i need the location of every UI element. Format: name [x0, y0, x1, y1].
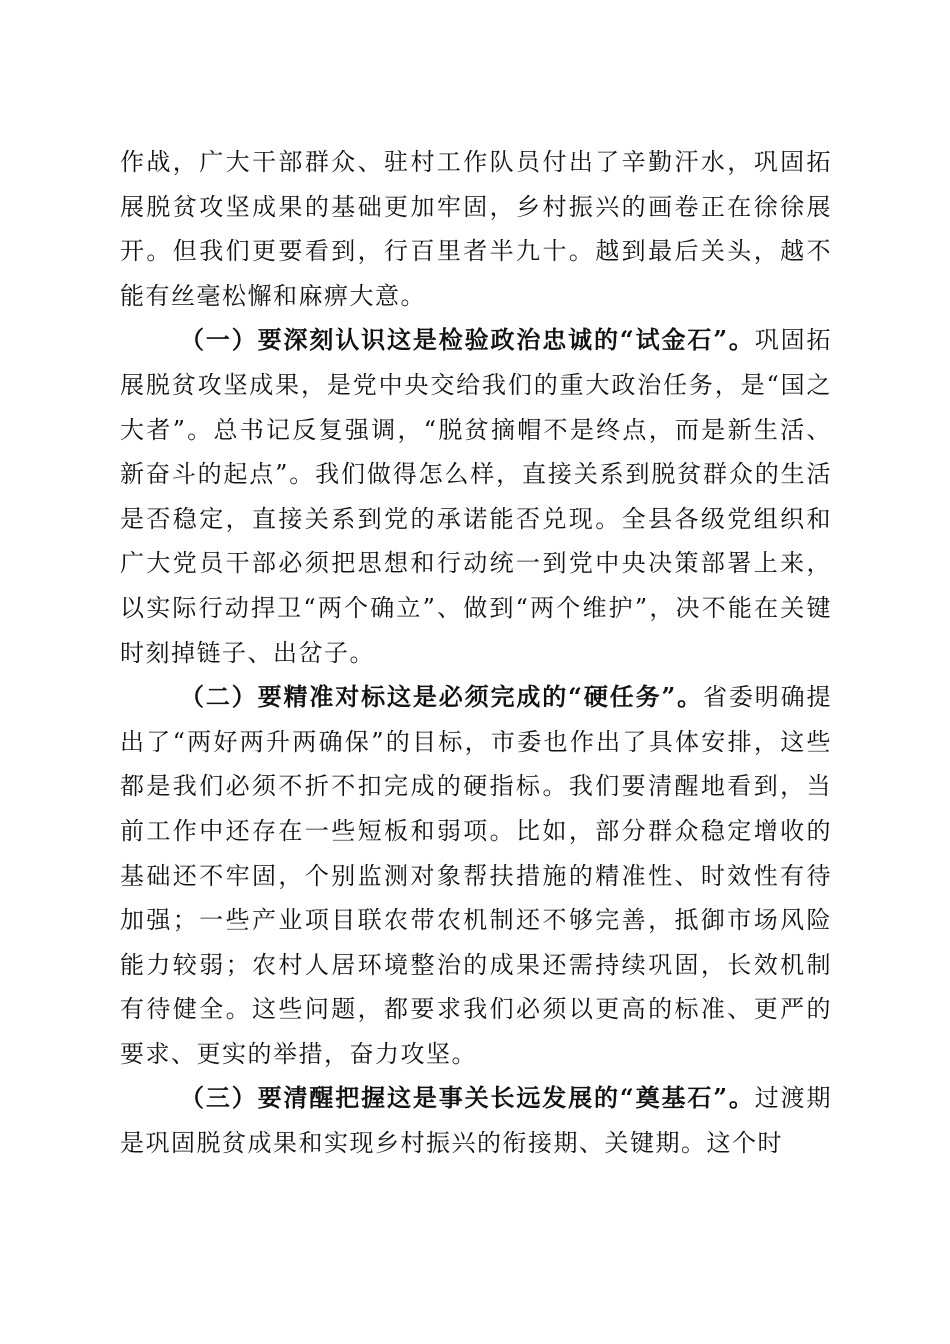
paragraph-text: 作战，广大干部群众、驻村工作队员付出了辛勤汗水，巩固拓展脱贫攻坚成果的基础更加牢固，乡村振兴的画卷正在徐徐展开。但我们更要看到，行百里者半九十。越到最后关头，越不能有丝毫松懈和麻痹大意。 — [120, 148, 832, 310]
paragraph-continued — [120, 140, 832, 318]
document-body — [120, 140, 832, 1166]
paragraph-section-1 — [120, 318, 832, 675]
paragraph-section-3 — [120, 1076, 832, 1165]
paragraph-text: 过渡期是巩固脱贫成果和实现乡村振兴的衔接期、关键期。这个时 — [120, 1084, 833, 1158]
paragraph-text: 省委明确提出了“两好两升两确保”的目标，市委也作出了具体安排，这些都是我们必须不折不扣完成的硬指标。我们要清醒地看到，当前工作中还存在一些短板和弱项。比如，部分群众稳定增收的基础还不牢固，个别监测对象帮扶措施的精准性、时效性有待加强；一些产业项目联农带农机制还不够完善，抵御市场风险能力较弱；农村人居环境整治的成果还需持续巩固，长效机制有待健全。这些问题，都要求我们必须以更高的标准、更严的要求、更实的举措，奋力攻坚。 — [120, 683, 833, 1068]
paragraph-section-2 — [120, 675, 832, 1076]
paragraph-heading: （三）要清醒把握这是事关长远发展的“奠基石”。 — [180, 1083, 755, 1113]
paragraph-heading: （一）要深刻认识这是检验政治忠诚的“试金石”。 — [180, 325, 755, 355]
paragraph-text: 巩固拓展脱贫攻坚成果，是党中央交给我们的重大政治任务，是“国之大者”。总书记反复强调，“脱贫摘帽不是终点，而是新生活、新奋斗的起点”。我们做得怎么样，直接关系到脱贫群众的生活是否稳定，直接关系到党的承诺能否兑现。全县各级党组织和广大党员干部必须把思想和行动统一到党中央决策部署上来，以实际行动捍卫“两个确立”、做到“两个维护”，决不能在关键时刻掉链子、出岔子。 — [120, 326, 833, 667]
paragraph-heading: （二）要精准对标这是必须完成的“硬任务”。 — [180, 682, 703, 712]
